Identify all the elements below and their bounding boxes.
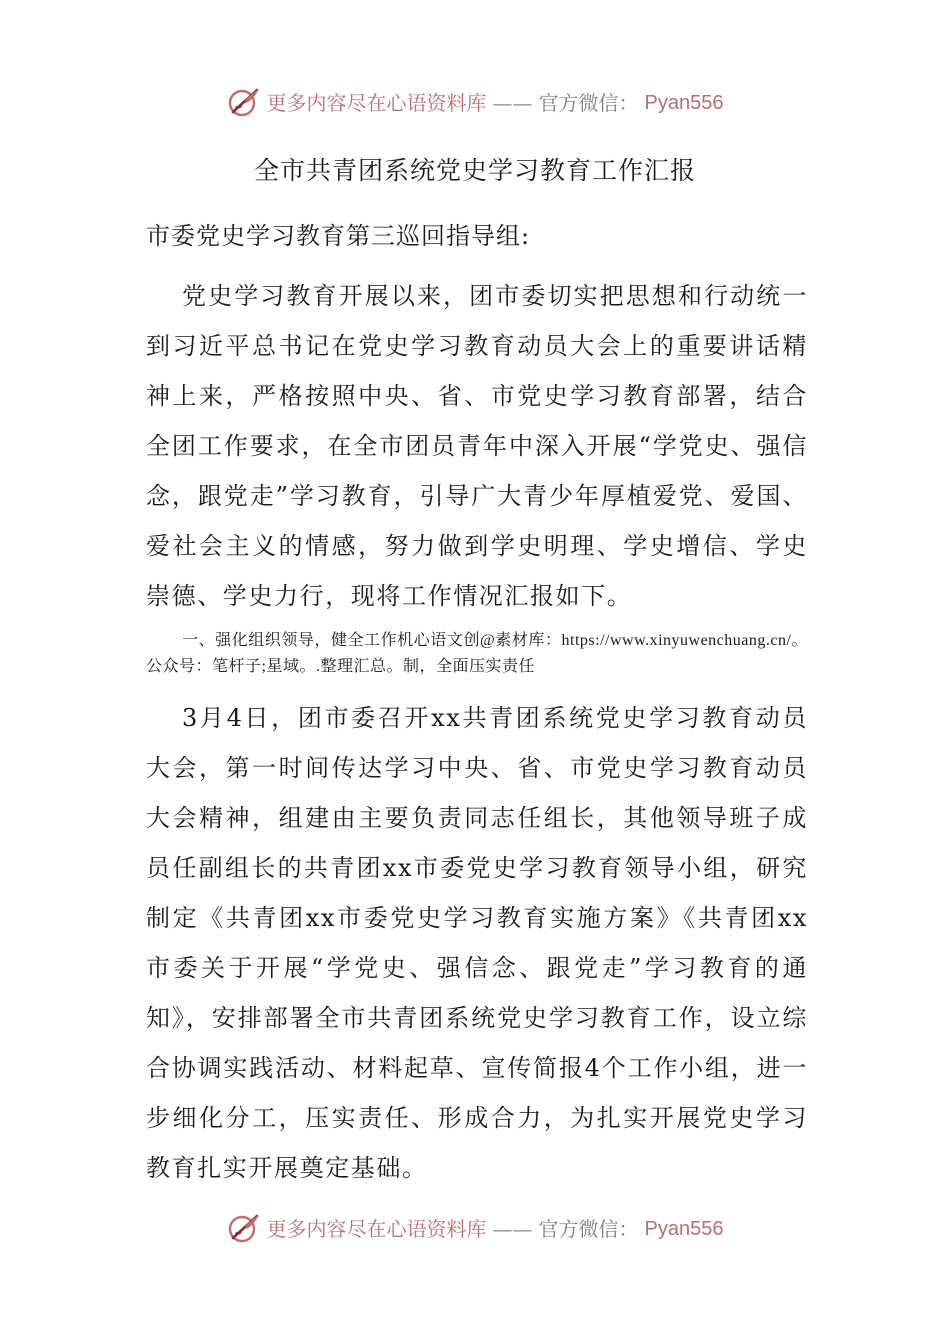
watermark-text: 更多内容尽在心语资料库 [266,91,487,115]
quill-logo-icon [227,1212,261,1246]
watermark-id: Pyan556 [644,1218,724,1240]
watermark-text: 更多内容尽在心语资料库 [266,1217,487,1241]
header-watermark [0,86,950,120]
section-heading: 一、强化组织领导，健全工作机心语文创@素材库：https://www.xinyuwenchuang.cn/。公众号：笔杆子;星域。.整理汇总。制，全面压实责任 [146,632,808,675]
body-paragraph-1: 党史学习教育开展以来，团市委切实把思想和行动统一到习近平总书记在党史学习教育动员大会上的重要讲话精神上来，严格按照中央、省、市党史学习教育部署，结合全团工作要求，在全市团员青年中深入开展“学党史、强信念，跟党走”学习教育，引导广大青少年厚植爱党、爱国、爱社会主义的情感，努力做到学史明理、学史增信、学史崇德、学史力行，现将工作情况汇报如下。 [146,282,808,610]
document-title: 全市共青团系统党史学习教育工作汇报 [253,156,696,185]
watermark-id: Pyan556 [644,92,724,114]
footer-watermark [0,1212,950,1246]
watermark-separator: —— [492,1217,533,1241]
watermark-label: 官方微信： [538,1217,639,1241]
salutation: 市委党史学习教育第三巡回指导组: [146,222,531,250]
body-paragraph-2: 3月4日，团市委召开xx共青团系统党史学习教育动员大会，第一时间传达学习中央、省、市党史学习教育动员大会精神，组建由主要负责同志任组长，其他领导班子成员任副组长的共青团xx市委党史学习教育领导小组，研究制定《共青团xx市委党史学习教育实施方案》《共青团xx市委关于开展“学党史、强信念、跟党走”学习教育的通知》，安排部署全市共青团系统党史学习教育工作，设立综合协调实践活动、材料起草、宣传简报4个工作小组，进一步细化分工，压实责任、形成合力，为扎实开展党史学习教育扎实开展奠定基础。 [146,704,808,1182]
watermark-separator: —— [492,91,533,115]
quill-logo-icon [227,86,261,120]
watermark-label: 官方微信： [538,91,639,115]
